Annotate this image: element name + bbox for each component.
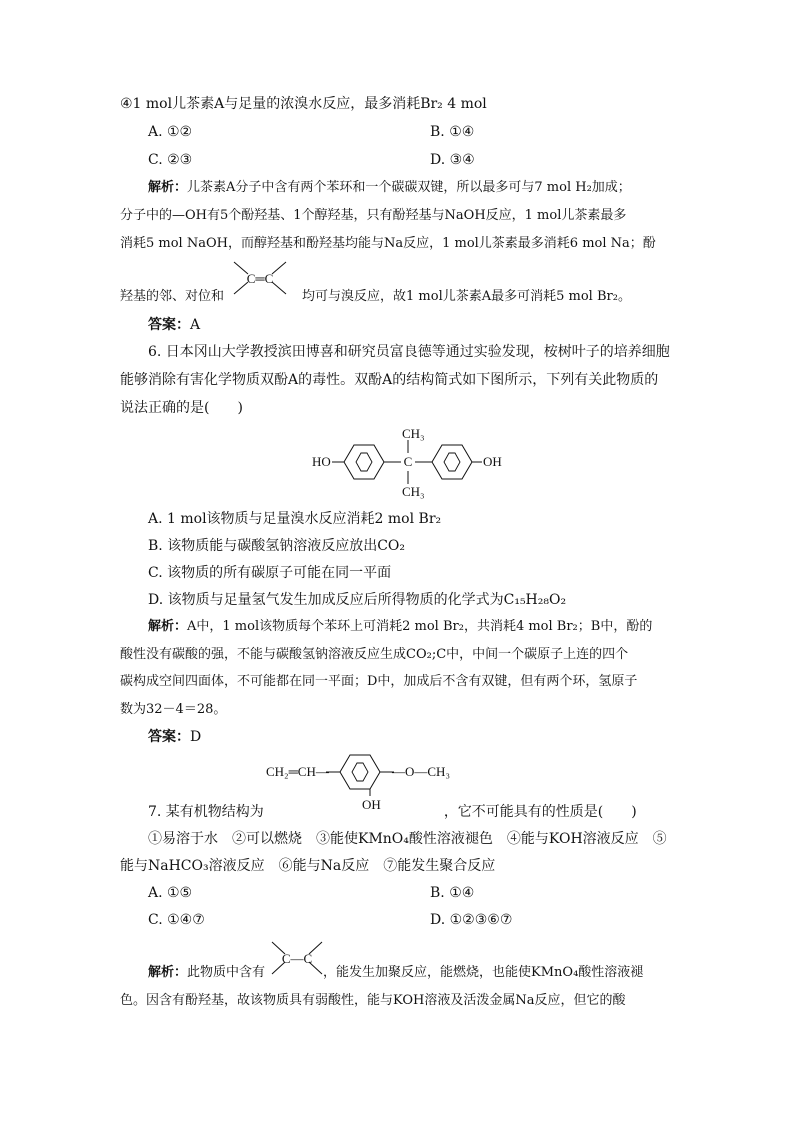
q7-option-a: A. ①⑤ — [148, 885, 193, 901]
q6-analysis-label: 解析： — [148, 619, 188, 634]
q5-option-c: C. ②③ — [148, 152, 193, 168]
q7-analysis-text-1a: 此物质中含有 — [187, 965, 266, 980]
q5-option-a: A. ①② — [148, 124, 193, 140]
q5-answer-label: 答案： — [148, 317, 190, 333]
q6-analysis-text-1: A中，1 mol该物质每个苯环上可消耗2 mol Br₂，共消耗4 mol Br₂；B中，酚的 — [187, 619, 653, 634]
q6-stem-line-1: 6. 日本冈山大学教授滨田博喜和研究员富良德等通过实验发现，桉树叶子的培养细胞 — [148, 344, 670, 360]
q6-answer-value: D — [190, 729, 202, 745]
q6-option-a: A. 1 mol该物质与足量溴水反应消耗2 mol Br₂ — [148, 511, 442, 527]
q7-ether-group: —O—CH₃ — [392, 764, 450, 779]
q6-analysis-line-4: 数为32－4＝28。 — [120, 702, 227, 717]
q7-option-b: B. ①④ — [430, 885, 475, 901]
q5-answer — [148, 315, 200, 335]
q5-analysis-text-4a: 羟基的邻、对位和 — [120, 289, 225, 304]
q5-item4: ④1 mol儿茶素A与足量的浓溴水反应，最多消耗Br₂ 4 mol — [120, 96, 487, 112]
q7-vinyl-group: CH₂═CH— — [266, 764, 329, 779]
bisphenol-a-structure — [300, 424, 520, 500]
q5-option-d: D. ③④ — [430, 152, 475, 168]
q7-analysis-label: 解析： — [148, 965, 188, 980]
q7-alkene-label: C—C — [281, 951, 313, 966]
q6-answer-label: 答案： — [148, 729, 190, 745]
q6-stem-line-2: 能够消除有害化学物质双酚A的毒性。双酚A的结构简式如下图所示，下列有关此物质的 — [120, 372, 659, 388]
q5-analysis-text-1: 儿茶素A分子中含有两个苯环和一个碳碳双键，所以最多可与7 mol H₂加成； — [187, 180, 631, 195]
q6-analysis-line-1 — [148, 617, 652, 637]
q5-analysis-line-1 — [148, 178, 631, 198]
bpa-right-oh: OH — [483, 454, 502, 469]
q7-stem-b: ，它不可能具有的性质是( ) — [443, 804, 637, 820]
q7-oh-group: OH — [362, 797, 381, 812]
q7-option-c: C. ①④⑦ — [148, 912, 205, 928]
q7-option-d: D. ①②③⑥⑦ — [430, 912, 513, 928]
q5-analysis-text-4b: 均可与溴反应，故1 mol儿茶素A最多可消耗5 mol Br₂。 — [302, 289, 631, 304]
q7-analysis-text-1b: ，能发生加聚反应，能燃烧，也能使KMnO₄酸性溶液褪 — [323, 965, 644, 980]
q6-stem-line-3: 说法正确的是( ) — [120, 400, 243, 416]
q5-analysis-line-4 — [120, 287, 631, 307]
q5-analysis-line-2: 分子中的—OH有5个酚羟基、1个醇羟基，只有酚羟基与NaOH反应，1 mol儿茶素最多 — [120, 208, 627, 223]
q6-answer — [148, 727, 201, 747]
q5-option-b: B. ①④ — [430, 124, 475, 140]
q6-analysis-line-2: 酸性没有碳酸的强，不能与碳酸氢钠溶液反应生成CO₂;C中，中间一个碳原子上连的四个 — [120, 647, 629, 662]
q6-option-d: D. 该物质与足量氢气发生加成反应后所得物质的化学式为C₁₅H₂₈O₂ — [148, 592, 567, 608]
bpa-center-c: C — [403, 454, 413, 469]
bpa-top-ch3: CH₃ — [402, 426, 425, 441]
bpa-bottom-ch3: CH₃ — [402, 484, 425, 499]
q6-analysis-line-3: 碳构成空间四面体，不可能都在同一平面；D中，加成后不含有双键，但有两个环，氢原子 — [120, 674, 638, 689]
q7-stem-a: 7. 某有机物结构为 — [148, 804, 264, 820]
q7-properties-line-2: 能与NaHCO₃溶液反应 ⑥能与Na反应 ⑦能发生聚合反应 — [120, 858, 496, 874]
q5-answer-value: A — [190, 317, 201, 333]
q5-analysis-label: 解析： — [148, 180, 188, 195]
q7-stem — [148, 802, 637, 822]
bpa-left-ho: HO — [312, 454, 331, 469]
q7-properties-line-1: ①易溶于水 ②可以燃烧 ③能使KMnO₄酸性溶液褪色 ④能与KOH溶液反应 ⑤ — [148, 831, 667, 847]
q5-analysis-line-3: 消耗5 mol NaOH，而醇羟基和酚羟基均能与Na反应，1 mol儿茶素最多消耗6 mol Na；酚 — [120, 236, 656, 251]
q6-option-c: C. 该物质的所有碳原子可能在同一平面 — [148, 565, 392, 581]
q7-analysis-line-1 — [148, 963, 643, 983]
q6-option-b: B. 该物质能与碳酸氢钠溶液反应放出CO₂ — [148, 538, 405, 554]
q7-analysis-line-2: 色。因含有酚羟基，故该物质具有弱酸性，能与KOH溶液及活泼金属Na反应，但它的酸 — [120, 993, 626, 1008]
alkene-label: C═C — [246, 271, 274, 286]
